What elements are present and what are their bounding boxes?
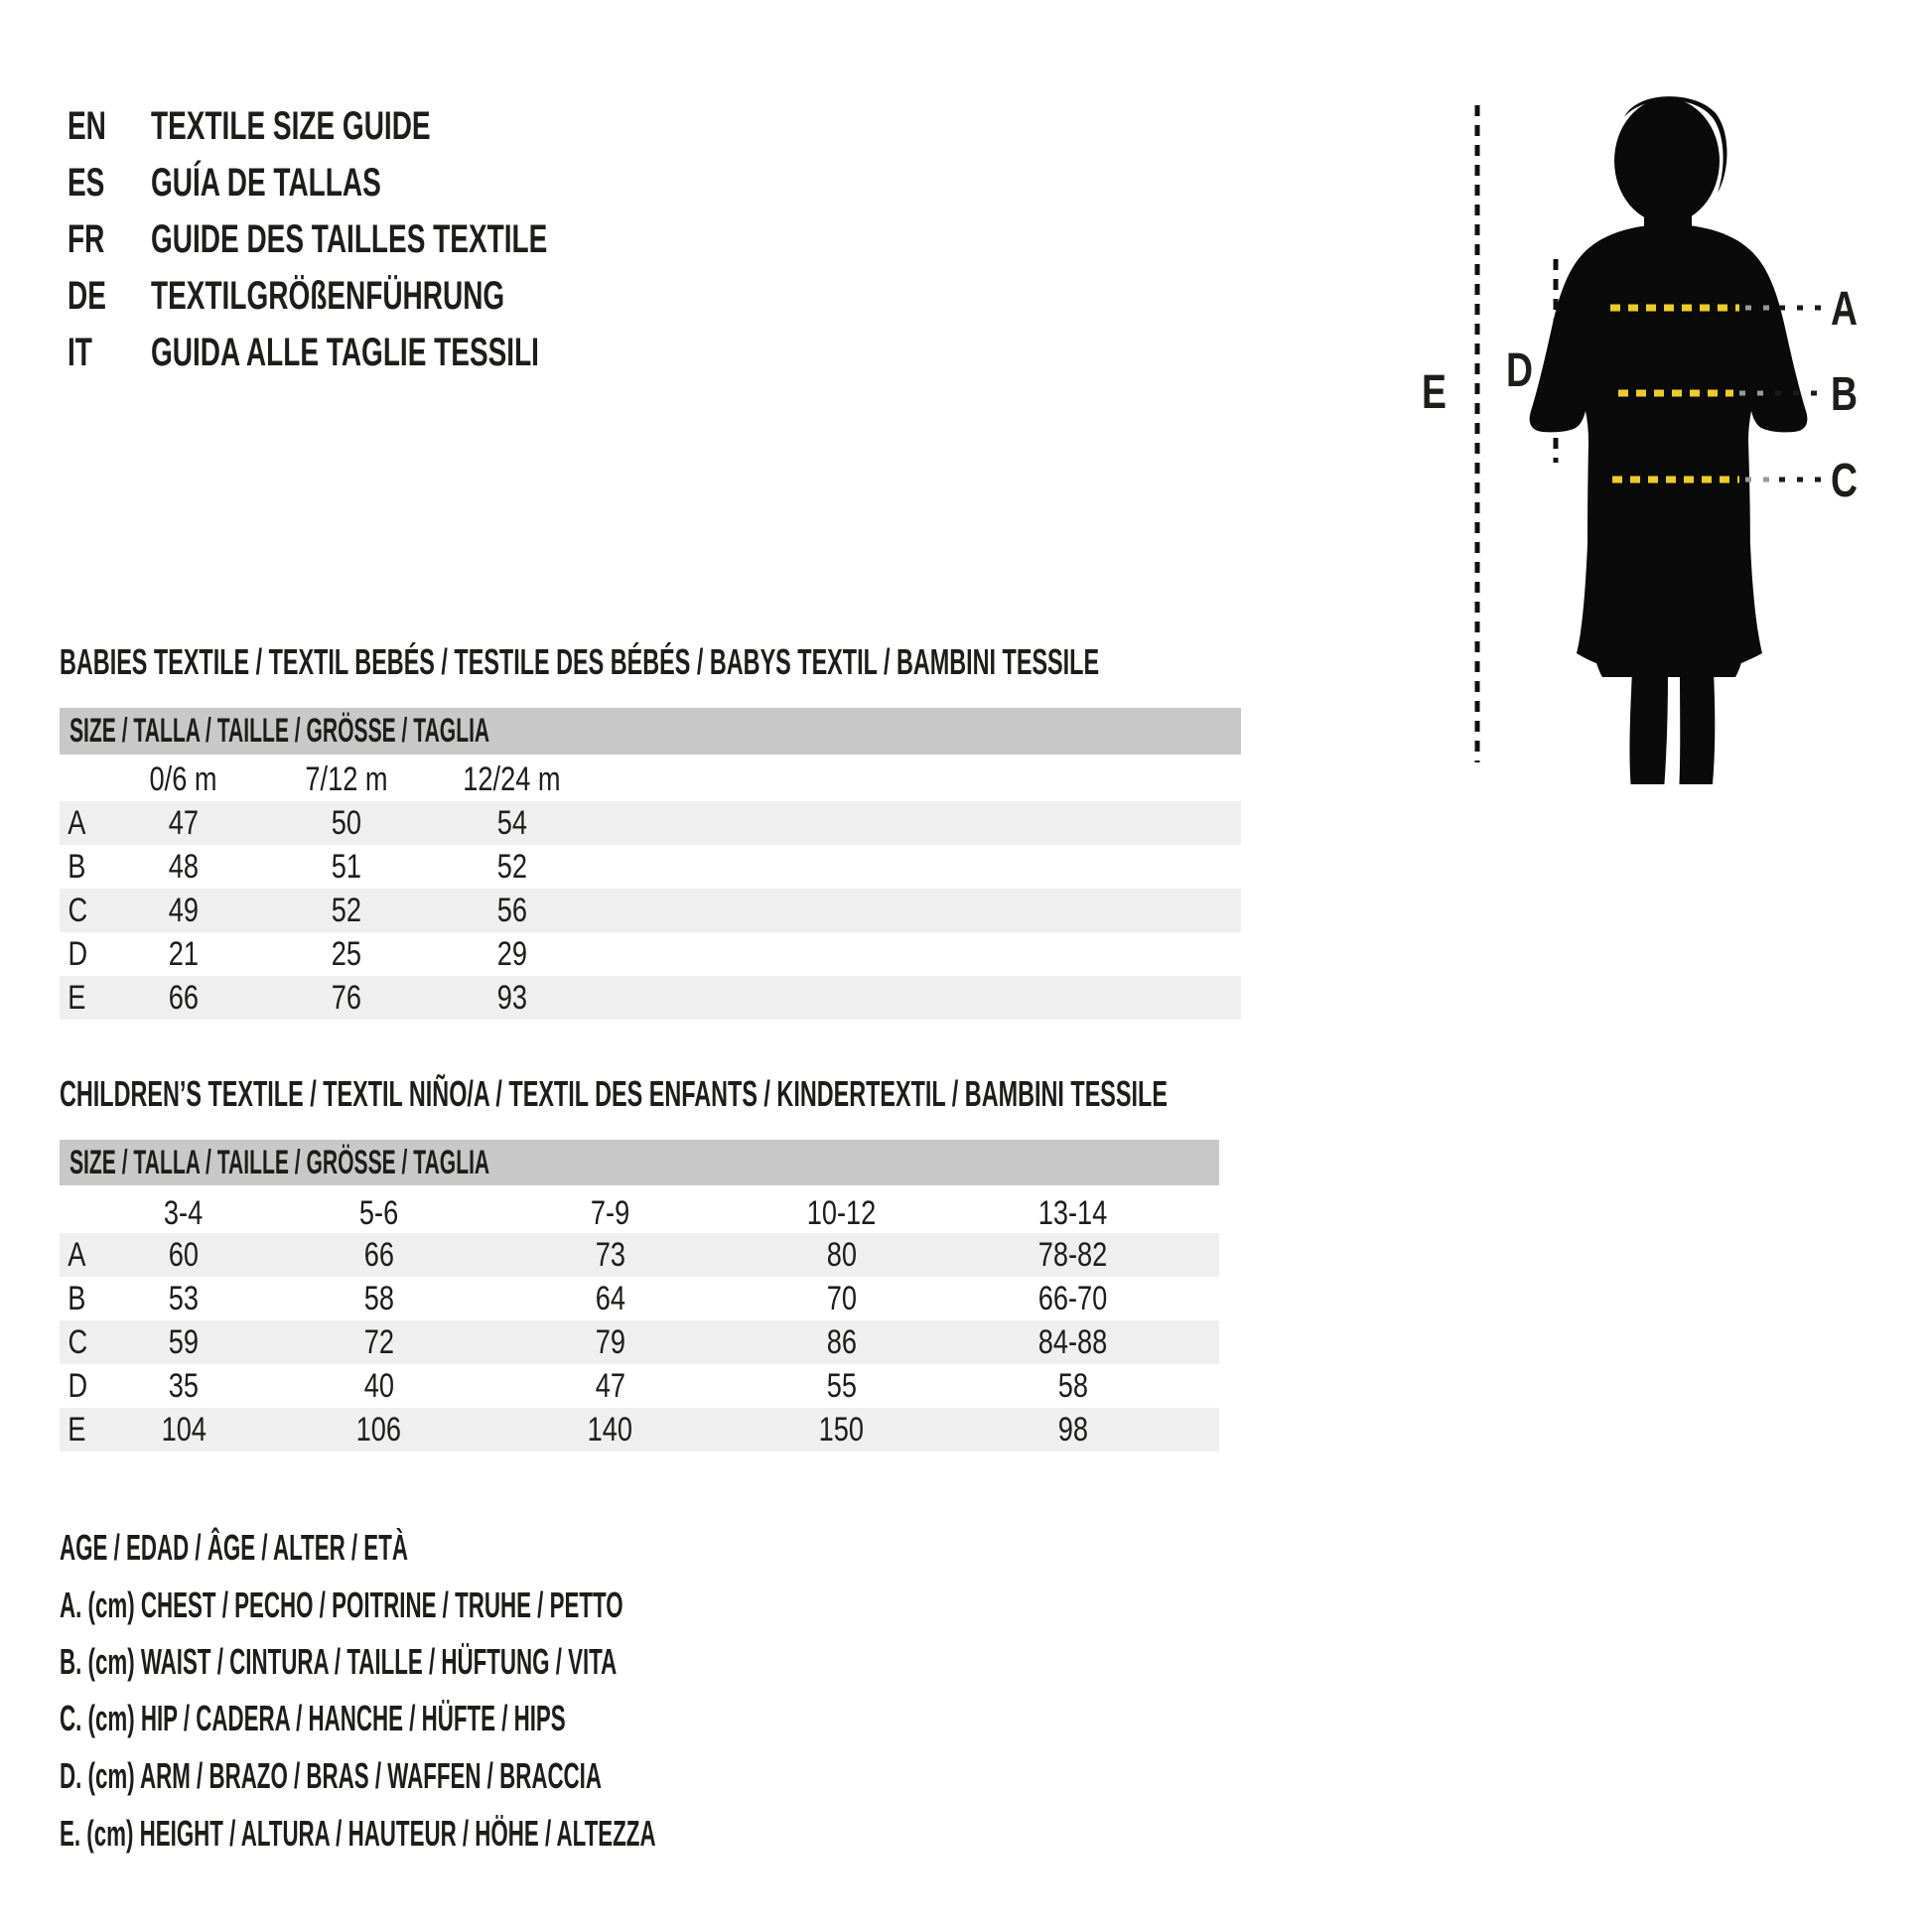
cell-value: 29 [496,934,527,973]
figure-label-d: D [1506,344,1534,398]
language-row-fr [68,216,717,262]
cell-value: 58 [1057,1366,1088,1405]
language-row-en [68,103,550,149]
language-code: IT [68,331,92,374]
children-table-row-e [60,1408,1219,1451]
figure-label-a: A [1831,282,1859,337]
cell-value: 72 [363,1322,394,1361]
figure-label-e: E [1422,365,1447,420]
babies-col-header: 7/12 m [304,759,388,798]
row-label: E [68,978,86,1017]
row-label: D [68,934,88,973]
silhouette-right-leg [1679,671,1715,784]
cell-value: 48 [168,847,200,886]
cell-value: 104 [161,1410,207,1449]
language-row-de [68,273,656,319]
figure-label-b: B [1831,367,1859,422]
cell-value: 51 [331,847,361,886]
row-label: B [68,1279,86,1317]
cell-value: 140 [587,1410,633,1449]
children-table-row-d [60,1364,1219,1408]
cell-value: 52 [331,891,361,929]
cell-value: 56 [496,891,527,929]
language-code: DE [68,274,106,318]
language-row-it [68,330,706,375]
row-label: B [68,847,86,886]
language-title: TEXTILGRÖßENFÜHRUNG [151,274,505,318]
cell-value: 35 [168,1366,200,1405]
legend-hip: C. (cm) HIP / CADERA / HANCHE / HÜFTE / HIPS [60,1698,566,1738]
children-col-header: 5-6 [358,1193,399,1232]
children-col-header: 3-4 [164,1193,204,1232]
cell-value: 79 [595,1322,625,1361]
cell-value: 21 [168,934,200,973]
legend-arm: D. (cm) ARM / BRAZO / BRAS / WAFFEN / BRACCIA [60,1755,603,1796]
legend-chest: A. (cm) CHEST / PECHO / POITRINE / TRUHE / PETTO [60,1585,623,1625]
language-code: FR [68,217,105,261]
children-col-header: 10-12 [806,1193,877,1232]
row-label: D [68,1366,88,1405]
language-title: GUIDA ALLE TAGLIE TESSILI [151,331,539,374]
cell-value: 54 [496,803,527,842]
cell-value: 76 [331,978,361,1017]
cell-value: 49 [168,891,200,929]
row-label: C [68,891,88,929]
language-row-es [68,160,480,206]
cell-value: 98 [1057,1410,1088,1449]
cell-value: 47 [595,1366,625,1405]
children-col-header: 7-9 [590,1193,630,1232]
cell-value: 78-82 [1037,1235,1108,1274]
row-label: E [68,1410,86,1449]
children-column-header-row [60,1191,1219,1235]
cell-value: 58 [363,1279,394,1317]
cell-value: 80 [826,1235,857,1274]
legend-height: E. (cm) HEIGHT / ALTURA / HAUTEUR / HÖHE / ALTEZZA [60,1813,656,1854]
children-size-bar: SIZE / TALLA / TAILLE / GRÖSSE / TAGLIA [60,1140,1219,1185]
cell-value: 150 [818,1410,865,1449]
cell-value: 40 [363,1366,394,1405]
babies-col-header: 0/6 m [149,759,218,798]
cell-value: 86 [826,1322,857,1361]
language-title: TEXTILE SIZE GUIDE [151,104,431,148]
cell-value: 47 [168,803,200,842]
cell-value: 66 [168,978,200,1017]
cell-value: 73 [595,1235,625,1274]
children-table-row-c [60,1320,1219,1364]
silhouette-left-leg [1629,671,1668,784]
babies-column-header-row [60,758,1241,801]
children-col-header: 13-14 [1037,1193,1108,1232]
children-section-heading: CHILDREN’S TEXTILE / TEXTIL NIÑO/A / TEXTIL DES ENFANTS / KINDERTEXTIL / BAMBINI TESSILE [60,1073,1168,1114]
babies-col-header: 12/24 m [463,759,561,798]
cell-value: 64 [595,1279,625,1317]
cell-value: 50 [331,803,361,842]
cell-value: 93 [496,978,527,1017]
babies-table-row-a [60,801,1241,845]
cell-value: 66 [363,1235,394,1274]
babies-table-row-e [60,976,1241,1020]
language-title: GUIDE DES TAILLES TEXTILE [151,217,548,261]
cell-value: 70 [826,1279,857,1317]
legend-age: AGE / EDAD / ÂGE / ALTER / ETÀ [60,1527,408,1568]
row-label: A [68,803,86,842]
cell-value: 55 [826,1366,857,1405]
cell-value: 53 [168,1279,200,1317]
language-title: GUÍA DE TALLAS [151,161,381,205]
children-table-row-a [60,1233,1219,1277]
babies-table-row-c [60,889,1241,932]
legend-waist: B. (cm) WAIST / CINTURA / TAILLE / HÜFTUNG / VITA [60,1641,618,1682]
language-code: EN [68,104,106,148]
cell-value: 84-88 [1037,1322,1108,1361]
cell-value: 66-70 [1037,1279,1108,1317]
language-code: ES [68,161,105,205]
babies-table-row-b [60,845,1241,889]
row-label: A [68,1235,86,1274]
babies-section-heading: BABIES TEXTILE / TEXTIL BEBÉS / TESTILE DES BÉBÉS / BABYS TEXTIL / BAMBINI TESSILE [60,641,1100,682]
children-table-row-b [60,1277,1219,1320]
cell-value: 25 [331,934,361,973]
row-label: C [68,1322,88,1361]
cell-value: 52 [496,847,527,886]
figure-label-c: C [1831,454,1859,508]
babies-size-bar: SIZE / TALLA / TAILLE / GRÖSSE / TAGLIA [60,708,1241,755]
cell-value: 106 [355,1410,402,1449]
cell-value: 59 [168,1322,200,1361]
babies-table-row-d [60,932,1241,976]
cell-value: 60 [168,1235,200,1274]
